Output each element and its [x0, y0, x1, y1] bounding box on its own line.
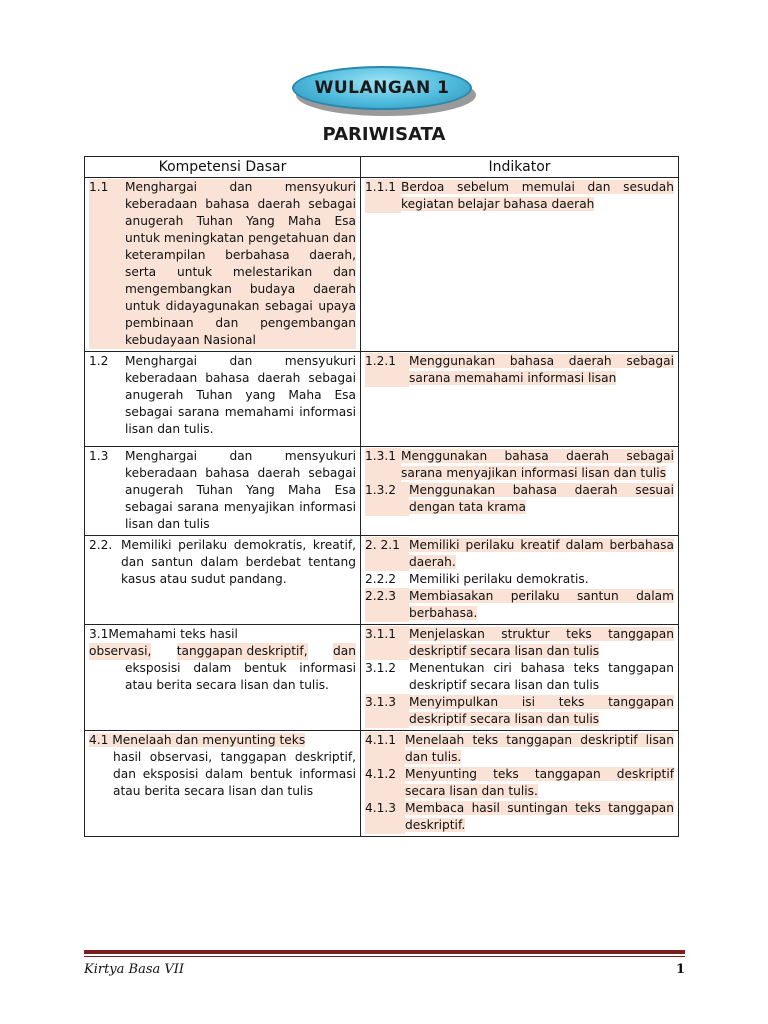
kd-item	[89, 537, 356, 588]
indicator-text: Menyimpulkan isi teks tanggapan deskriptif secara lisan dan tulis	[409, 695, 674, 726]
indicator-cell	[361, 625, 679, 731]
indicator-item	[365, 571, 674, 588]
indicator-item	[365, 537, 674, 571]
table-header-row	[85, 157, 679, 178]
kd-text: Menghargai dan mensyukuri keberadaan bahasa daerah sebagai anugerah Tuhan Yang Maha Esa untuk meningkatan pengetahuan dan keterampilan berbahasa daerah, serta untuk melestarikan dan mengembangkan budaya daerah untuk didayagunakan sebagai upaya pembinaan dan pengembangan kebudayaan Nasional	[125, 180, 356, 347]
footer-rule	[84, 950, 685, 954]
table-row	[85, 625, 679, 731]
indicator-item	[365, 694, 674, 728]
kd-number: 1.1	[89, 180, 109, 194]
kd-text: Menghargai dan mensyukuri keberadaan bahasa daerah sebagai anugerah Tuhan yang Maha Esa sebagai sarana memahami informasi lisan dan tulis.	[125, 354, 356, 436]
indicator-item	[365, 448, 674, 482]
indicator-text: Menelaah teks tanggapan deskriptif lisan dan tulis.	[405, 733, 674, 764]
indicator-cell	[361, 178, 679, 352]
banner-title: WULANGAN 1	[314, 78, 450, 98]
kd-text: Memiliki perilaku demokratis, kreatif, dan santun dalam berdebat tentang kasus atau sudut pandang.	[121, 538, 356, 586]
indicator-item	[365, 732, 674, 766]
kd-text: Menghargai dan mensyukuri keberadaan bahasa daerah sebagai anugerah Tuhan Yang Maha Esa sebagai sarana menyajikan informasi lisan dan tulis	[125, 449, 356, 531]
indicator-item	[365, 588, 674, 622]
lesson-banner	[292, 66, 476, 116]
indicator-text: Berdoa sebelum memulai dan sesudah kegiatan belajar bahasa daerah	[401, 180, 674, 211]
kd-item	[89, 353, 356, 438]
indicator-cell	[361, 536, 679, 625]
kd-cell	[85, 731, 361, 837]
indicator-text: Membiasakan perilaku santun dalam berbahasa.	[409, 589, 674, 620]
indicator-number: 1.2.1	[365, 353, 409, 387]
indicator-item	[365, 660, 674, 694]
indicator-item	[365, 353, 674, 387]
kd-number: 3.1	[89, 627, 109, 641]
indicator-number: 3.1.3	[365, 694, 409, 728]
indicator-number: 4.1.2	[365, 766, 405, 800]
kd-number: 2.2.	[89, 538, 113, 552]
indicator-number: 2. 2.1	[365, 537, 409, 571]
kd-cell	[85, 447, 361, 536]
kd-item	[89, 732, 356, 749]
indicator-cell	[361, 447, 679, 536]
table-row	[85, 731, 679, 837]
kd-item	[89, 626, 356, 643]
indicator-text: Menjelaskan struktur teks tanggapan deskriptif secara lisan dan tulis	[409, 627, 674, 658]
indicator-item	[365, 179, 674, 213]
kd-text-rest: eksposisi dalam bentuk informasi atau berita secara lisan dan tulis.	[125, 661, 356, 692]
indicator-item	[365, 766, 674, 800]
indicator-number: 1.1.1	[365, 179, 401, 213]
kd-text-line1: Menelaah dan menyunting teks	[112, 733, 306, 747]
page-number: 1	[675, 962, 685, 977]
indicator-item	[365, 482, 674, 516]
kd-cell	[85, 536, 361, 625]
indicator-number: 2.2.3	[365, 588, 409, 622]
kd-text-line2: observasi, tanggapan deskriptif, dan	[89, 644, 356, 658]
indicator-text: Menyunting teks tanggapan deskriptif secara lisan dan tulis.	[405, 767, 674, 798]
indicator-cell	[361, 731, 679, 837]
indicator-number: 1.3.1	[365, 448, 401, 482]
header-kompetensi: Kompetensi Dasar	[85, 157, 361, 178]
kd-cell	[85, 625, 361, 731]
header-indikator: Indikator	[361, 157, 679, 178]
indicator-number: 4.1.3	[365, 800, 405, 834]
kd-item	[89, 448, 356, 533]
indicator-item	[365, 626, 674, 660]
indicator-text: Menggunakan bahasa daerah sebagai sarana menyajikan informasi lisan dan tulis	[401, 449, 674, 480]
indicator-text: Menentukan ciri bahasa teks tanggapan deskriptif secara lisan dan tulis	[409, 661, 674, 692]
kd-cell	[85, 178, 361, 352]
indicator-number: 3.1.2	[365, 661, 397, 675]
indicator-number: 3.1.1	[365, 626, 409, 660]
table-row	[85, 536, 679, 625]
table-row	[85, 178, 679, 352]
table-row	[85, 447, 679, 536]
kd-cell	[85, 352, 361, 447]
kd-item	[89, 179, 356, 349]
kd-number: 1.3	[89, 449, 109, 463]
indicator-text: Menggunakan bahasa daerah sebagai sarana memahami informasi lisan	[409, 354, 674, 385]
kd-text-rest: hasil observasi, tanggapan deskriptif, dan eksposisi dalam bentuk informasi atau berita secara lisan dan tulis	[113, 750, 356, 798]
competency-table	[84, 156, 679, 837]
indicator-number: 2.2.2	[365, 572, 397, 586]
page-subtitle: PARIWISATA	[322, 124, 446, 145]
indicator-text: Memiliki perilaku kreatif dalam berbahasa daerah.	[409, 538, 674, 569]
indicator-cell	[361, 352, 679, 447]
indicator-text: Memiliki perilaku demokratis.	[409, 572, 589, 586]
indicator-item	[365, 800, 674, 834]
kd-text-line1: Memahami teks hasil	[108, 627, 238, 641]
indicator-number: 1.3.2	[365, 482, 409, 516]
indicator-text: Membaca hasil suntingan teks tanggapan deskriptif.	[405, 801, 674, 832]
indicator-text: Menggunakan bahasa daerah sesuai dengan tata krama	[409, 483, 674, 514]
kd-number: 4.1	[89, 733, 109, 747]
table-row	[85, 352, 679, 447]
footer-rule-thin	[84, 956, 685, 957]
footer-book-title: Kirtya Basa VII	[84, 962, 185, 977]
indicator-number: 4.1.1	[365, 732, 405, 766]
kd-number: 1.2	[89, 354, 109, 368]
